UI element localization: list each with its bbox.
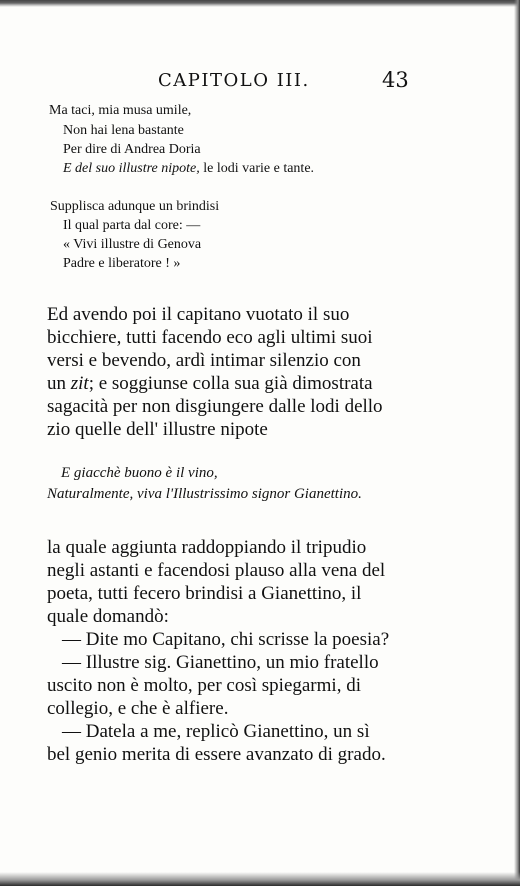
- prose-line: zio quelle dell' illustre nipote: [47, 419, 268, 440]
- verse-line: Supplisca adunque un brindisi: [50, 199, 220, 214]
- verse-line: « Vivi illustre di Genova: [63, 237, 202, 252]
- verse-line: Padre e liberatore ! »: [63, 256, 181, 271]
- prose-line: collegio, e che è alfiere.: [47, 698, 229, 719]
- dialogue-line: — Datela a me, replicò Gianettino, un sì: [62, 721, 370, 742]
- prose-line: bel genio merita di essere avanzato di grado.: [47, 744, 386, 765]
- prose-line: versi e bevendo, ardì intimar silenzio con: [47, 350, 361, 371]
- prose-italic-text: zit: [70, 373, 89, 394]
- verse-line: Ma taci, mia musa umile,: [49, 103, 192, 118]
- verse-line: Non hai lena bastante: [63, 123, 184, 138]
- dialogue-line: — Illustre sig. Gianettino, un mio fratello: [62, 652, 379, 673]
- prose-line: [47, 374, 373, 393]
- prose-line: uscito non è molto, per così spiegarmi, di: [47, 675, 361, 696]
- prose-line: la quale aggiunta raddoppiando il tripudio: [47, 537, 367, 558]
- verse-line: Per dire di Andrea Doria: [63, 142, 201, 157]
- italic-verse-line: E giacchè buono è il vino,: [61, 465, 218, 481]
- page-top-edge: [0, 0, 520, 7]
- italic-verse-line: Naturalmente, viva l'Illustrissimo signor Gianettino.: [47, 486, 362, 502]
- verse-text: le lodi varie e tante.: [199, 161, 315, 176]
- prose-line: negli astanti e facendosi plauso alla vena del: [47, 560, 386, 581]
- running-head: [0, 70, 520, 100]
- verse-italic-text: E del suo illustre nipote,: [63, 161, 200, 176]
- chapter-running-title: CAPITOLO III.: [158, 70, 310, 91]
- dialogue-line: — Dite mo Capitano, chi scrisse la poesia?: [62, 629, 390, 650]
- prose-line: poeta, tutti fecero brindisi a Gianettino, il: [47, 583, 362, 604]
- prose-line: quale domandò:: [47, 606, 169, 627]
- verse-line: [63, 162, 314, 176]
- prose-line: sagacità per non disgiungere dalle lodi dello: [47, 396, 383, 417]
- page-number: 43: [382, 68, 409, 92]
- verse-line: Il qual parta dal core: —: [63, 218, 201, 233]
- prose-text: ; e soggiunse colla sua già dimostrata: [88, 373, 373, 394]
- prose-line: Ed avendo poi il capitano vuotato il suo: [47, 304, 350, 325]
- prose-text: un: [47, 373, 71, 394]
- prose-line: bicchiere, tutti facendo eco agli ultimi suoi: [47, 327, 373, 348]
- page-bottom-edge: [0, 872, 520, 886]
- page-right-edge: [514, 0, 520, 886]
